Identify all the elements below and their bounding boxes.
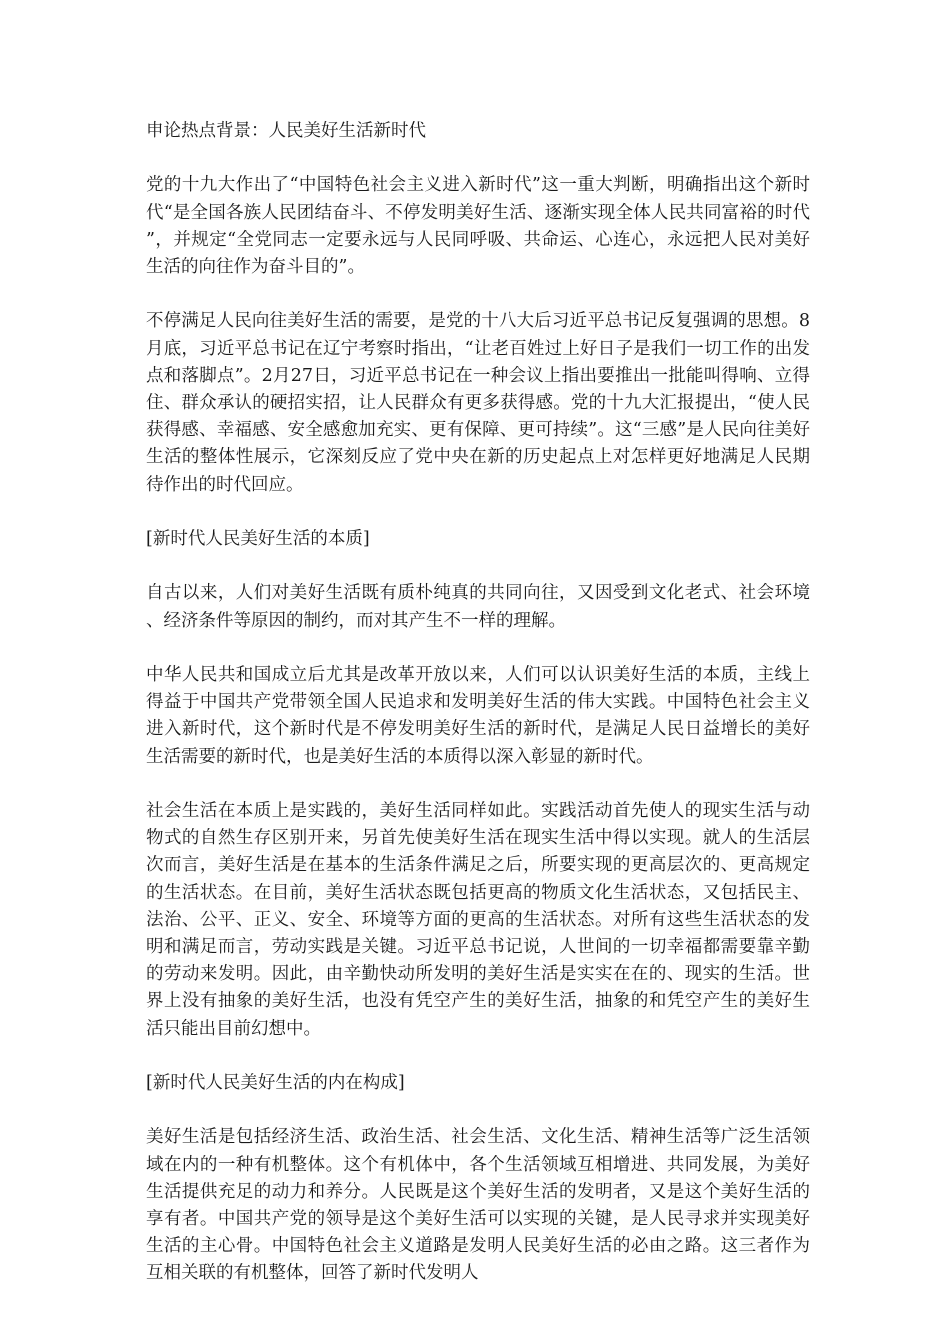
section-heading-composition: [新时代人民美好生活的内在构成] <box>146 1073 405 1093</box>
document-title: 申论热点背景：人民美好生活新时代 <box>146 121 426 141</box>
paragraph-4: 中华人民共和国成立后尤其是改革开放以来，人们可以认识美好生活的本质，主线上得益于中国共产党带领全国人民追求和发明美好生活的伟大实践。中国特色社会主义进入新时代，这个新时代是不停发明美好生活的新时代，是满足人民日益增长的美好生活需要的新时代，也是美好生活的本质得以深入彰显的新时代。 <box>146 664 810 767</box>
section-heading-essence: [新时代人民美好生活的本质] <box>146 529 370 549</box>
paragraph-1: 党的十九大作出了“中国特色社会主义进入新时代”这一重大判断，明确指出这个新时代“是全国各族人民团结奋斗、不停发明美好生活、逐渐实现全体人民共同富裕的时代”，并规定“全党同志一定要永远与人民同呼吸、共命运、心连心，永远把人民对美好生活的向往作为奋斗目的”。 <box>146 175 810 277</box>
paragraph-2: 不停满足人民向往美好生活的需要，是党的十八大后习近平总书记反复强调的思想。8月底，习近平总书记在辽宁考察时指出，“让老百姓过上好日子是我们一切工作的出发点和落脚点”。2月27日，习近平总书记在一种会议上指出要推出一批能叫得响、立得住、群众承认的硬招实招，让人民群众有更多获得感。党的十九大汇报提出，“使人民获得感、幸福感、安全感愈加充实、更有保障、更可持续”。这“三感”是人民向往美好生活的整体性展示，它深刻反应了党中央在新的历史起点上对怎样更好地满足人民期待作出的时代回应。 <box>146 311 810 495</box>
document-page <box>146 118 810 1315</box>
paragraph-3: 自古以来，人们对美好生活既有质朴纯真的共同向往，又因受到文化老式、社会环境、经济条件等原因的制约，而对其产生不一样的理解。 <box>146 583 810 631</box>
paragraph-5: 社会生活在本质上是实践的，美好生活同样如此。实践活动首先使人的现实生活与动物式的自然生存区别开来，另首先使美好生活在现实生活中得以实现。就人的生活层次而言，美好生活是在基本的生活条件满足之后，所要实现的更高层次的、更高规定的生活状态。在目前，美好生活状态既包括更高的物质文化生活状态，又包括民主、法治、公平、正义、安全、环境等方面的更高的生活状态。对所有这些生活状态的发明和满足而言，劳动实践是关键。习近平总书记说，人世间的一切幸福都需要靠辛勤的劳动来发明。因此，由辛勤快动所发明的美好生活是实实在在的、现实的生活。世界上没有抽象的美好生活，也没有凭空产生的美好生活，抽象的和凭空产生的美好生活只能出目前幻想中。 <box>146 800 810 1039</box>
paragraph-6: 美好生活是包括经济生活、政治生活、社会生活、文化生活、精神生活等广泛生活领域在内的一种有机整体。这个有机体中，各个生活领域互相增进、共同发展，为美好生活提供充足的动力和养分。人民既是这个美好生活的发明者，又是这个美好生活的享有者。中国共产党的领导是这个美好生活可以实现的关键，是人民寻求并实现美好生活的主心骨。中国特色社会主义道路是发明人民美好生活的必由之路。这三者作为互相关联的有机整体，回答了新时代发明人 <box>146 1127 810 1284</box>
